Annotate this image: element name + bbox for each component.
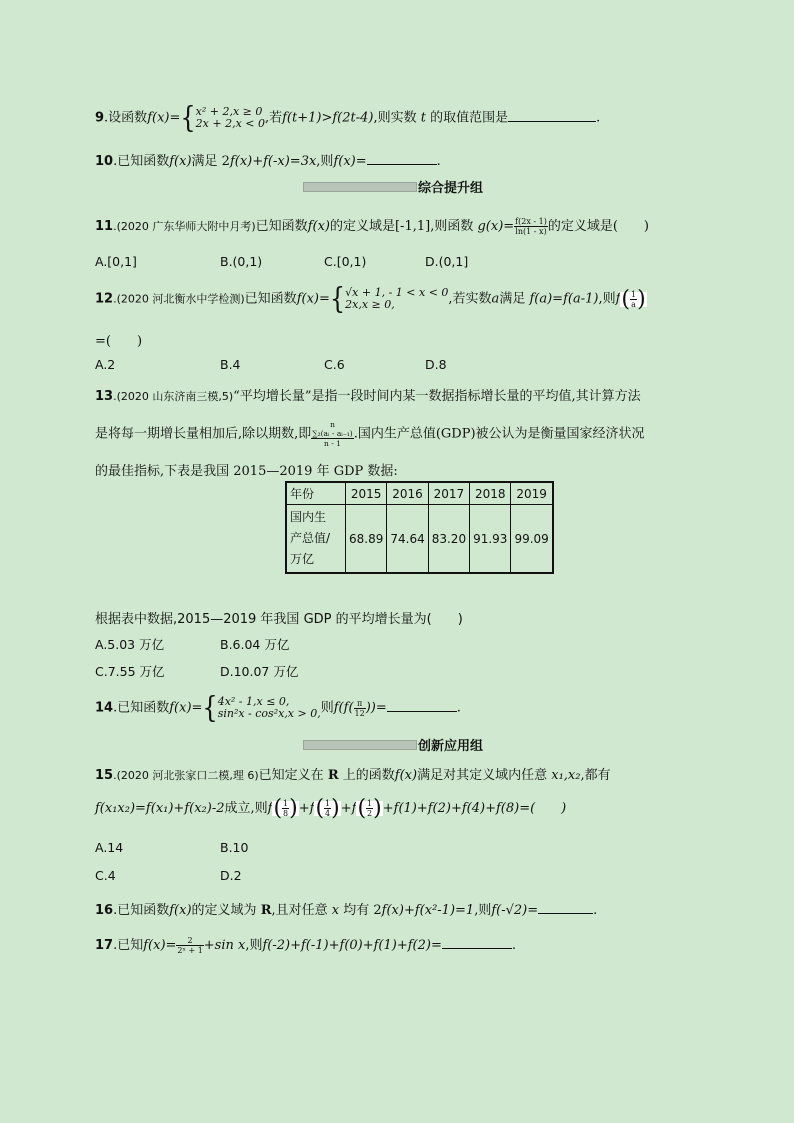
question-text: 的取值范围是 [430, 110, 509, 126]
option-b[interactable]: B.6.04 万亿 [220, 637, 290, 652]
set-symbol: R [260, 903, 272, 918]
question-number: 11 [95, 219, 114, 234]
function-label: f(x) [169, 154, 192, 169]
question-text: 的最佳指标,下表是我国 2015—2019 年 GDP 数据: [95, 464, 398, 479]
function-label: f(x)= [296, 291, 330, 307]
row-label-line: 产总值/ [290, 531, 331, 545]
question-number: 12 [95, 291, 114, 307]
paren-icon: ) [331, 796, 340, 821]
numerator: 1 [283, 799, 289, 808]
answer-blank[interactable] [387, 700, 457, 712]
operator: +f [340, 801, 357, 816]
option-c[interactable]: C.[0,1) [324, 254, 367, 269]
piecewise-cases [218, 696, 321, 720]
question-text: ,都有 [580, 768, 611, 783]
question-text: 满足对其定义域内任意 [417, 768, 548, 783]
section-bar [303, 182, 417, 192]
denominator: 2 [367, 809, 373, 818]
question-text: 的定义域是( ) [547, 219, 650, 234]
brace-icon: { [329, 282, 346, 316]
question-text: .已知函数 [113, 700, 170, 716]
option-b[interactable]: B.4 [220, 357, 241, 372]
option-d[interactable]: D.(0,1] [425, 254, 469, 269]
answer-blank[interactable] [367, 153, 437, 165]
equation: f(x₁x₂)=f(x₁)+f(x₂)-2 [95, 801, 225, 816]
option-a[interactable]: A.14 [95, 840, 124, 855]
table-row-label [286, 505, 346, 574]
row-label-line: 万亿 [290, 552, 315, 566]
case-line: 2x,x ≥ 0, [345, 298, 395, 311]
condition: f(t+1)>f(2t-4) [282, 110, 374, 126]
function-label: f(x) [169, 903, 192, 918]
table-cell: 99.09 [511, 505, 553, 574]
table-cell: 74.64 [387, 505, 428, 574]
question-12-tail [95, 330, 142, 349]
question-text: =( ) [95, 334, 143, 349]
option-c[interactable]: C.4 [95, 868, 116, 883]
equation: f(x)+f(x²-1)=1 [381, 903, 475, 918]
question-15-line2: f(x₁x₂)=f(x₁)+f(x₂)-2成立,则f( $\frac{1}{8}$ )+f( $\frac{1}{4}$ )+f( $\frac{1}{2}$ )+f(1)+f(2)+f(4)+f(8)=( ) [95, 796, 567, 821]
question-text: 均有 2 [343, 903, 382, 918]
option-a[interactable]: A.[0,1] [95, 254, 137, 269]
question-number: 17 [95, 938, 114, 953]
question-text: 成立,则 [224, 801, 268, 816]
question-number: 16 [95, 903, 114, 918]
expression: f(f( [333, 700, 354, 716]
paren-icon: ( [315, 796, 325, 821]
fraction [311, 420, 353, 448]
answer-blank[interactable] [538, 902, 593, 914]
question-text: ,若 [264, 110, 283, 126]
piecewise-cases [345, 287, 448, 311]
question-text: ,且对任意 [271, 903, 328, 918]
case-line: 2x + 2,x < 0 [195, 117, 265, 130]
question-text: ,则 [598, 291, 616, 307]
expression: +f(1)+f(2)+f(4)+f(8)=( ) [382, 801, 567, 816]
numerator: f(2x - 1) [515, 217, 547, 226]
numerator: 1 [630, 289, 637, 299]
numerator: 1 [367, 799, 373, 808]
option-d[interactable]: D.10.07 万亿 [220, 664, 299, 679]
paren-icon: ) [373, 796, 382, 821]
question-15 [95, 764, 611, 783]
section-header-comprehensive [303, 177, 493, 195]
question-12 [95, 282, 647, 316]
variable: a [491, 291, 500, 307]
table-header-cell: 2015 [346, 482, 387, 505]
question-number: 9 [95, 110, 105, 126]
question-text: 根据表中数据,2015—2019 年我国 GDP 的平均增长量为( ) [95, 612, 463, 627]
answer-blank[interactable] [442, 937, 512, 949]
denominator: 4 [325, 809, 331, 818]
question-text: ,则 [316, 154, 334, 169]
question-text: 已知函数 [255, 219, 308, 234]
function-label: f(x)= [147, 110, 181, 126]
paren-icon: ) [289, 796, 298, 821]
paren-icon: ( [273, 796, 283, 821]
sum-top: n [330, 420, 335, 429]
brace-icon: { [202, 691, 218, 725]
question-13-question [95, 608, 463, 627]
section-title: 创新应用组 [418, 739, 484, 754]
expression: f(-√2)= [491, 903, 539, 918]
piecewise-cases [196, 106, 265, 130]
table-header-cell: 2019 [511, 482, 553, 505]
question-text: .已知 [113, 938, 144, 953]
question-number: 14 [95, 700, 114, 716]
variable: t [420, 110, 426, 126]
table-header-cell: 2018 [470, 482, 511, 505]
question-text: ,则 [245, 938, 263, 953]
numerator: 1 [325, 799, 331, 808]
question-source: .(2020 河北张家口二模,理 6) [113, 769, 259, 782]
option-a[interactable]: A.2 [95, 357, 116, 372]
question-text: .国内生产总值(GDP)被公认为是衡量国家经济状况 [353, 426, 645, 442]
case-line: x² + 2,x ≥ 0 [195, 105, 263, 118]
punctuation: . [511, 938, 517, 953]
question-text: .已知函数 [113, 154, 170, 169]
expression: f(-2)+f(-1)+f(0)+f(1)+f(2)= [262, 938, 442, 953]
section-bar [303, 740, 417, 750]
question-text: 已知定义在 [258, 768, 324, 783]
denominator: 12 [354, 708, 365, 718]
question-9 [95, 101, 601, 135]
question-text: 上的函数 [342, 768, 395, 783]
table-header-cell: 年份 [286, 482, 346, 505]
paren-icon: ( [357, 796, 367, 821]
question-text: .设函数 [104, 110, 148, 126]
question-text: 满足 2 [191, 154, 230, 169]
paren-icon: ( [621, 286, 630, 312]
case-line: 4x² - 1,x ≤ 0, [217, 695, 290, 708]
question-text: ,则实数 [373, 110, 417, 126]
denominator: a [631, 299, 636, 309]
denominator: n - 1 [324, 439, 341, 448]
question-source: .(2020 河北衡水中学检测) [113, 292, 245, 306]
punctuation: . [436, 154, 441, 169]
expression: ))= [365, 700, 387, 716]
question-number: 10 [95, 154, 114, 169]
brace-icon: { [180, 101, 196, 135]
numerator: π [354, 699, 366, 709]
row-label-line: 国内生 [290, 510, 327, 524]
paren-icon: ) [637, 286, 646, 312]
option-d[interactable]: D.8 [425, 357, 447, 372]
table-cell: 68.89 [346, 505, 387, 574]
equation: f(x)+f(-x)=3x [229, 154, 317, 169]
numerator: 2 [176, 936, 203, 946]
fraction [514, 217, 548, 236]
question-text: 满足 [499, 291, 526, 307]
condition: f(a)=f(a-1) [529, 291, 599, 307]
question-text: “平均增长量”是指一段时间内某一数据指标增长量的平均值,其计算方法 [233, 389, 641, 404]
denominator: ln(1 - x) [515, 227, 547, 236]
question-16 [95, 899, 597, 918]
denominator: 2ˣ + 1 [177, 946, 203, 955]
operator: +f [298, 801, 315, 816]
question-number: 15 [95, 768, 114, 783]
function-label: f(x)= [169, 700, 203, 716]
question-14 [95, 691, 461, 725]
function-label: f(x) [394, 768, 418, 783]
question-text: ,若实数 [448, 291, 492, 307]
question-13 [95, 385, 641, 404]
table-header-cell: 2017 [428, 482, 469, 505]
function-label: f [615, 291, 621, 307]
table-cell: 83.20 [428, 505, 469, 574]
option-b[interactable]: B.10 [220, 840, 249, 855]
table-row [286, 505, 553, 574]
variables: x₁,x₂ [551, 768, 581, 783]
question-text: 是将每一期增长量相加后,除以期数,即 [95, 426, 312, 442]
denominator: 8 [283, 809, 289, 818]
fraction [176, 936, 203, 955]
case-line: √x + 1, - 1 < x < 0 [345, 286, 449, 299]
question-13-line3 [95, 460, 398, 479]
punctuation: . [596, 110, 601, 126]
case-line: sin²x - cos²x,x > 0, [217, 707, 321, 720]
punctuation: . [593, 903, 598, 918]
question-source: .(2020 广东华师大附中月考) [113, 220, 256, 233]
question-10 [95, 150, 441, 169]
question-text: 的定义域为 [191, 903, 257, 918]
function-label: f(x)= [333, 154, 367, 169]
question-source: .(2020 山东济南三模,5) [113, 390, 234, 403]
question-13-line2 [95, 420, 645, 448]
question-text: 则 [320, 700, 334, 716]
section-title: 综合提升组 [418, 181, 484, 196]
option-c[interactable]: C.7.55 万亿 [95, 664, 165, 679]
section-header-innovation [303, 735, 493, 753]
punctuation: . [456, 700, 461, 716]
function-label: g(x)= [477, 219, 515, 234]
question-number: 13 [95, 389, 114, 404]
option-d[interactable]: D.2 [220, 868, 242, 883]
table-header-cell: 2016 [387, 482, 428, 505]
question-text: 已知函数 [244, 291, 297, 307]
question-17 [95, 934, 516, 955]
table-header-row [286, 482, 553, 505]
question-text: .已知函数 [113, 903, 170, 918]
question-text: ,则 [474, 903, 492, 918]
answer-blank[interactable] [508, 110, 596, 122]
gdp-table [285, 481, 554, 574]
expression: +sin x [203, 938, 246, 953]
option-c[interactable]: C.6 [324, 357, 345, 372]
table-cell: 91.93 [470, 505, 511, 574]
option-b[interactable]: B.(0,1) [220, 254, 263, 269]
question-text: 的定义域是[-1,1],则函数 [329, 219, 474, 234]
question-11 [95, 215, 649, 236]
fraction [354, 699, 366, 718]
variable: x [331, 903, 340, 918]
fraction [630, 290, 637, 309]
set-symbol: R [327, 768, 339, 783]
numerator: ∑₂(aᵢ - aᵢ₋₁) [312, 429, 353, 438]
function-label: f(x) [307, 219, 330, 234]
function-label: f(x)= [143, 938, 177, 953]
option-a[interactable]: A.5.03 万亿 [95, 637, 165, 652]
